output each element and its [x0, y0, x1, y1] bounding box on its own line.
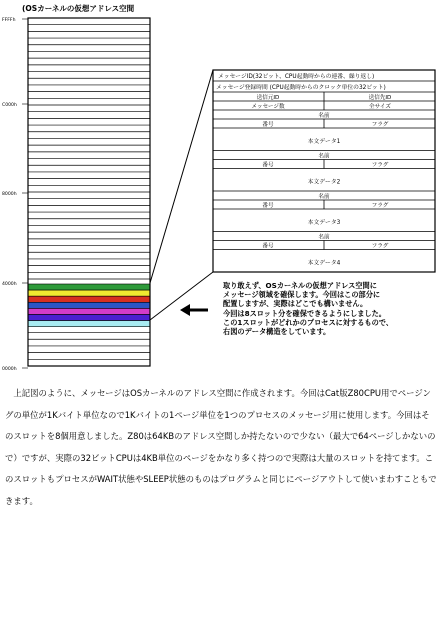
slot-header-register-time: メッセージ登録時間 (CPU起動時からのクロック単位の32ビット): [216, 85, 386, 91]
body-paragraph: 上記図のように、メッセージはOSカーネルのアドレス空間に作成されます。今回はCat版Z80CPU用でページングの単位が1Kバイト単位なので1Kバイトの1ページ単位を1つのプロセスのメッセージ用に使用します。今回はそのスロットを8個用意しました。Z80は64KBのアドレス空間しか持たないので少ない（最大で64ページしかないので）ですが、実際の32ビットCPUは4KB単位のページをかなり多く持つので実際は大量のスロットを持てます。このスロットもプロセスがWAIT状態やSLEEP状態のものはプログラムと同じにページアウトして使いまわすこともできます。: [5, 388, 437, 506]
address-label-ffff: FFFFh: [2, 18, 16, 23]
entry-number-label: 番号: [262, 203, 274, 209]
slot-structure-table: [213, 70, 435, 272]
entry-flag-label: フラグ: [371, 122, 389, 128]
diagram-caption: 取り敢えず、OSカーネルの仮想アドレス空間に メッセージ領域を確保します。今回はこの部分に 配置しますが、実際はどこでも構いません。 今回は8スロット分を確保できるようにしました。 この1スロットがどれかのプロセスに対するもので、 右図のデータ構造をしています。: [223, 281, 394, 337]
entry-body-data: 本文データ2: [307, 179, 341, 186]
memory-map-title: (OSカーネルの仮想アドレス空間: [22, 4, 135, 13]
entry-name-label: 名前: [318, 153, 330, 160]
address-labels: [2, 17, 17, 372]
address-label-0000: 0000h: [2, 367, 17, 372]
entry-flag-label: フラグ: [371, 243, 389, 250]
memory-slot-band: [28, 302, 150, 308]
memory-slot-band: [28, 315, 150, 321]
memory-slot-band: [28, 296, 150, 302]
entry-name-label: 名前: [318, 234, 330, 241]
memory-slot-band: [28, 321, 150, 327]
connector-line-bottom: [150, 272, 213, 320]
entry-body-data: 本文データ4: [307, 260, 341, 267]
address-label-4000: 4000h: [2, 282, 17, 287]
address-label-8000: 8000h: [2, 192, 17, 197]
entry-number-label: 番号: [262, 162, 274, 169]
left-arrow-icon: [180, 304, 208, 316]
memory-slot-band: [28, 290, 150, 296]
entry-name-label: 名前: [318, 113, 330, 119]
slot-col-message-count: メッセージ数: [251, 104, 285, 110]
memory-map-color-bands: [28, 284, 150, 327]
entry-flag-label: フラグ: [371, 162, 389, 169]
memory-map: [2, 3, 150, 372]
entry-body-data: 本文データ3: [307, 220, 341, 226]
entry-flag-label: フラグ: [371, 203, 389, 209]
slot-col-total-size: 全サイズ: [369, 104, 391, 110]
entry-body-data: 本文データ1: [307, 139, 341, 145]
entry-number-label: 番号: [262, 243, 274, 250]
memory-slot-band: [28, 284, 150, 290]
connector-line-top: [150, 70, 213, 283]
entry-name-label: 名前: [318, 194, 330, 200]
slot-header-message-id: メッセージID(32ビット、CPU起動時からの連番、繰り返し): [218, 74, 375, 80]
slot-col-dest-id: 送信先ID: [368, 95, 392, 101]
entry-number-label: 番号: [262, 122, 274, 128]
memory-slot-band: [28, 308, 150, 314]
slot-col-sender-id: 送信元ID: [256, 95, 280, 101]
address-label-c000: C000h: [2, 103, 17, 108]
